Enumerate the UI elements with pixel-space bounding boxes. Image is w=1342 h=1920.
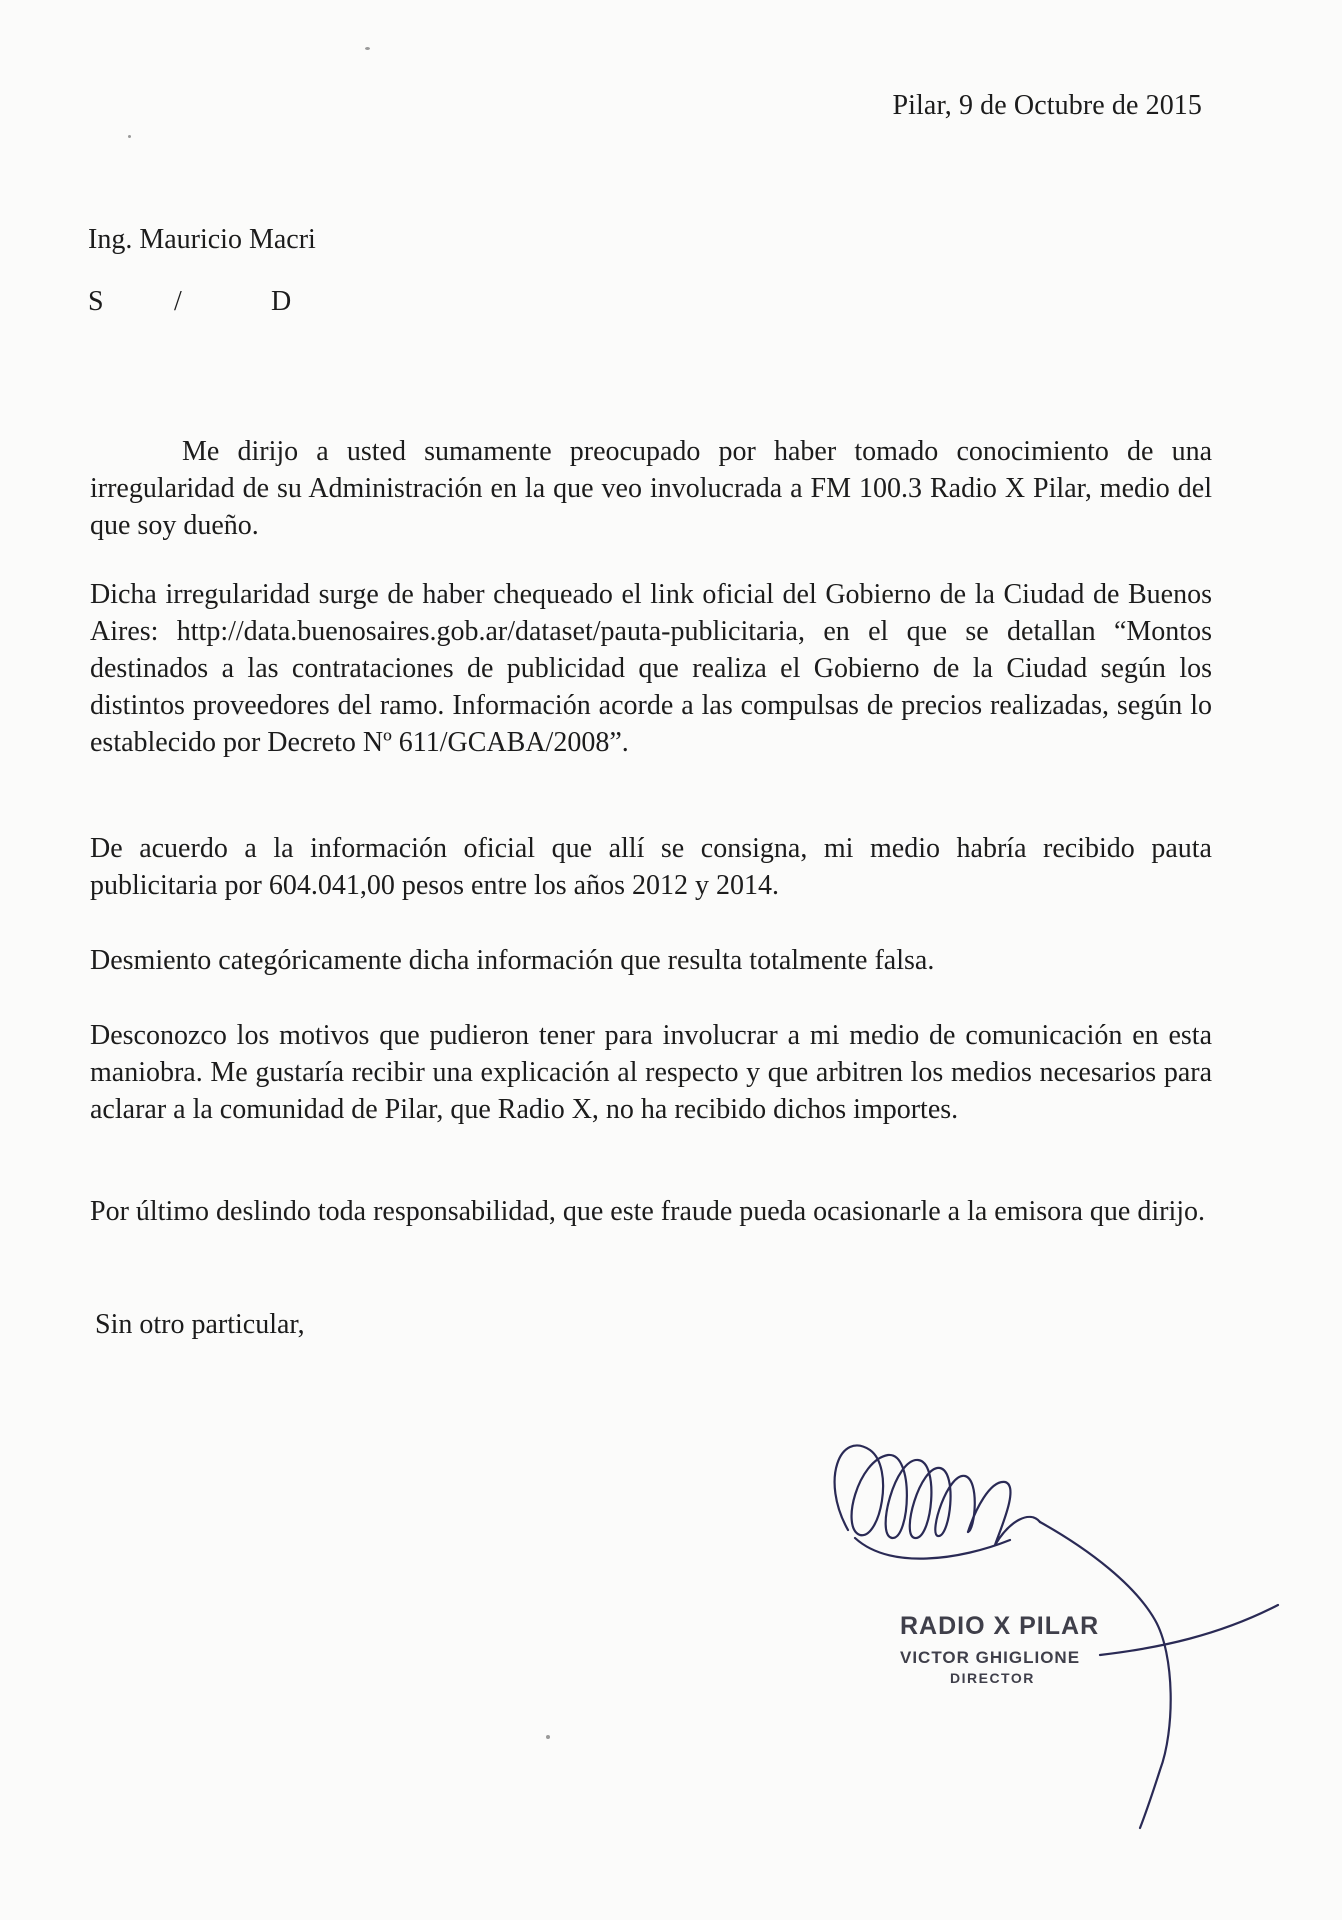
paragraph-1-text: Me dirijo a usted sumamente preocupado por haber tomado conocimiento de una irregularidad de su Administración en la que veo involucrada a FM 100.3 Radio X Pilar, medio del que soy dueño. [90,436,1212,541]
paragraph-2: Dicha irregularidad surge de haber chequeado el link oficial del Gobierno de la Ciudad de Buenos Aires: http://data.buenosaires.gob.ar/dataset/pauta-publicitaria, en el que se detallan “Montos destinados a las contrataciones de publicidad que realiza el Gobierno de la Ciudad según los distintos proveedores del ramo. Información acorde a las compulsas de precios realizadas, según lo establecido por Decreto Nº 611/GCABA/2008”. [90,579,1212,758]
paragraph-5: Desconozco los motivos que pudieron tener para involucrar a mi medio de comunicación en esta maniobra. Me gustaría recibir una explicación al respecto y que arbitren los medios necesarios para aclarar a la comunidad de Pilar, que Radio X, no ha recibido dichos importes. [90,1020,1212,1125]
paragraph-6: Por último deslindo toda responsabilidad, que este fraude pueda ocasionarle a la emisora que dirijo. [90,1196,1206,1227]
stamp-person-name: VICTOR GHIGLIONE [900,1648,1081,1667]
salutation-slash: / [174,286,182,317]
salutation-s: S [88,286,104,317]
letter-date: Pilar, 9 de Octubre de 2015 [892,90,1202,121]
paper-speck [546,1735,550,1739]
paper-speck [128,135,131,138]
paragraph-1 [90,433,1212,544]
paper-speck [365,47,370,50]
closing-line: Sin otro particular, [95,1309,305,1340]
recipient-name: Ing. Mauricio Macri [88,224,316,255]
stamp-organization: RADIO X PILAR [900,1612,1100,1640]
stamp-title: DIRECTOR [950,1670,1035,1686]
paragraph-3: De acuerdo a la información oficial que allí se consigna, mi medio habría recibido pauta publicitaria por 604.041,00 pesos entre los años 2012 y 2014. [90,833,1212,901]
paragraph-4: Desmiento categóricamente dicha información que resulta totalmente falsa. [90,945,935,976]
salutation-d: D [271,286,292,317]
